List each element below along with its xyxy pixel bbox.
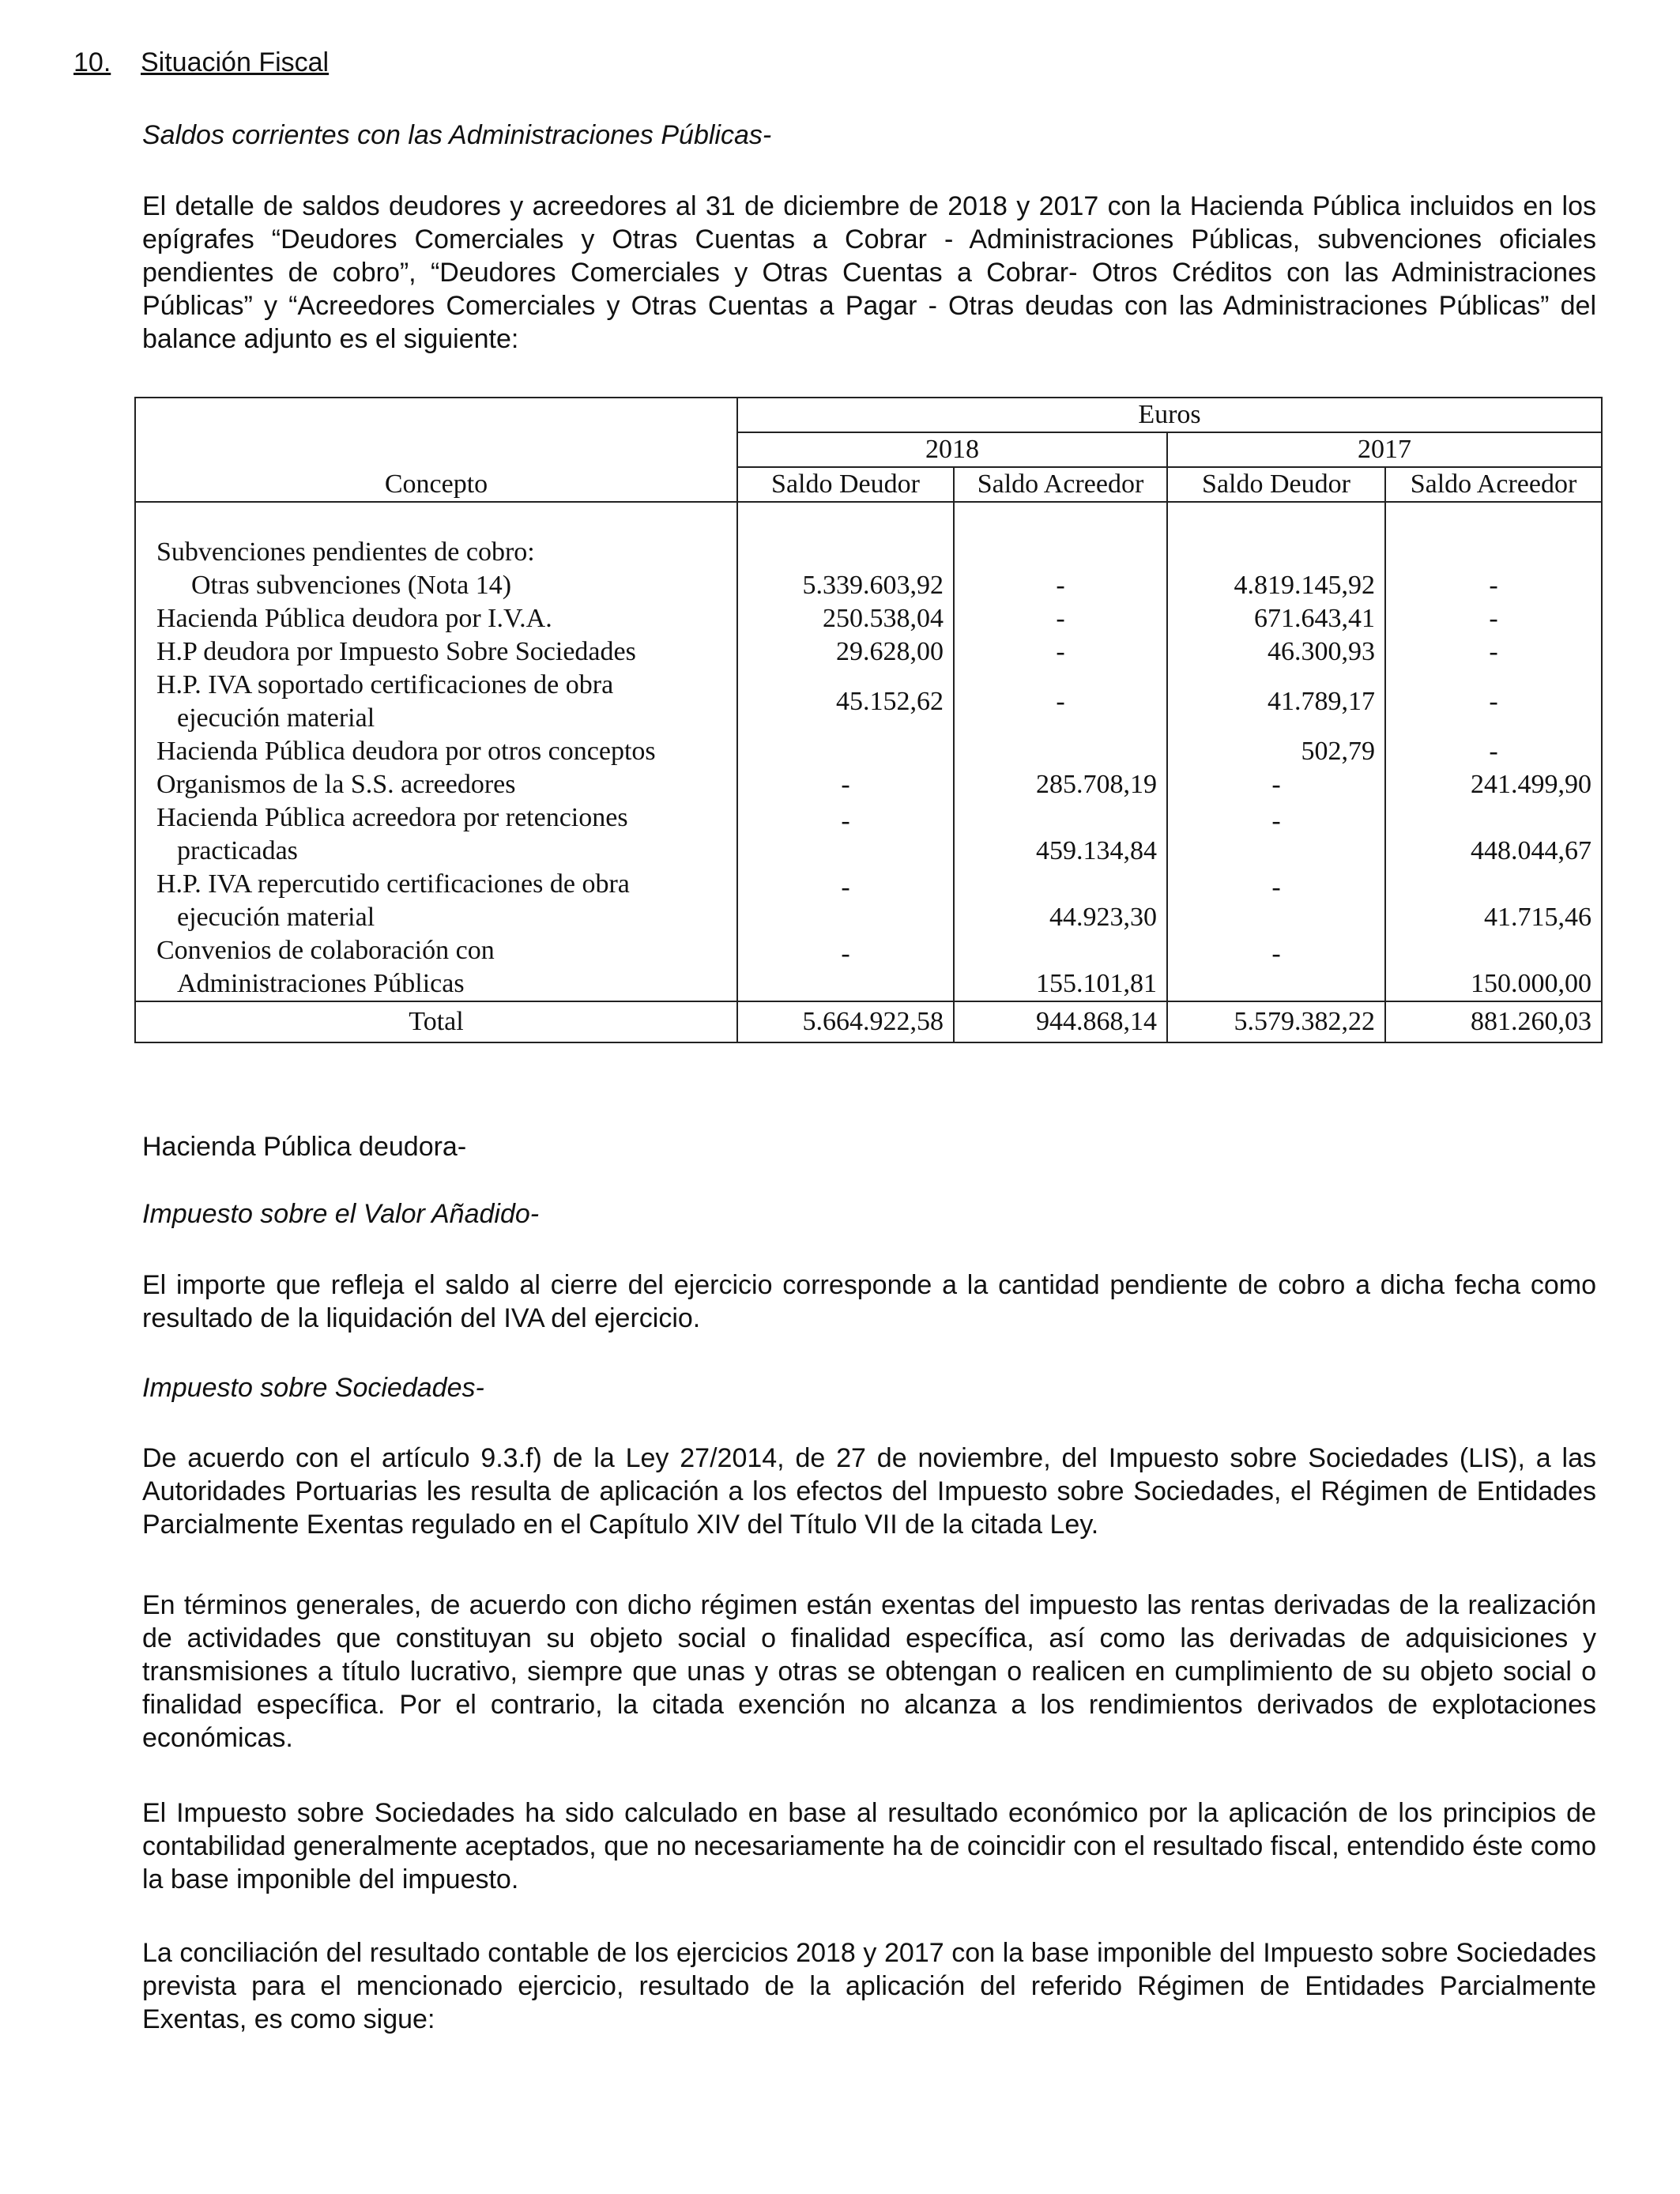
- cell-acreedor-2018: 459.134,84: [954, 801, 1167, 868]
- saldo-acreedor-2017-header: Saldo Acreedor: [1385, 467, 1602, 502]
- total-deudor-2018: 5.664.922,58: [737, 1001, 954, 1042]
- cell-deudor-2017: -: [1167, 801, 1385, 868]
- cell-deudor-2018: -: [737, 768, 954, 801]
- total-label: Total: [135, 1001, 737, 1042]
- row-concept: [135, 669, 737, 735]
- cell-acreedor-2018: -: [954, 569, 1167, 602]
- row-concept-line1: H.P. IVA soportado certificaciones de obra: [156, 670, 614, 699]
- year-2018-header: 2018: [737, 432, 1167, 467]
- saldo-acreedor-2018-header: Saldo Acreedor: [954, 467, 1167, 502]
- table-row: [135, 735, 1602, 768]
- total-row: [135, 1001, 1602, 1042]
- row-concept-line1: Convenios de colaboración con: [156, 936, 495, 965]
- cell-acreedor-2017: 41.715,46: [1385, 868, 1602, 934]
- subtitle-saldos: Saldos corrientes con las Administraciones Públicas-: [142, 120, 772, 150]
- cell-acreedor-2017: -: [1385, 569, 1602, 602]
- cell-acreedor-2017: [1385, 536, 1602, 569]
- cell-acreedor-2017: 241.499,90: [1385, 768, 1602, 801]
- table-row: [135, 801, 1602, 868]
- table-row: [135, 635, 1602, 669]
- concept-header: Concepto: [135, 398, 737, 502]
- table-row: [135, 934, 1602, 1001]
- cell-deudor-2018: 29.628,00: [737, 635, 954, 669]
- cell-deudor-2017: 502,79: [1167, 735, 1385, 768]
- row-concept: Hacienda Pública deudora por otros conceptos: [135, 735, 737, 768]
- cell-acreedor-2017: -: [1385, 635, 1602, 669]
- row-concept: Hacienda Pública deudora por I.V.A.: [135, 602, 737, 635]
- row-concept: H.P deudora por Impuesto Sobre Sociedades: [135, 635, 737, 669]
- row-concept: Subvenciones pendientes de cobro:: [135, 536, 737, 569]
- total-acreedor-2017: 881.260,03: [1385, 1001, 1602, 1042]
- paragraph-iva: El importe que refleja el saldo al cierre del ejercicio corresponde a la cantidad pendiente de cobro a dicha fecha como resultado de la liquidación del IVA del ejercicio.: [142, 1270, 1596, 1333]
- row-concept-line2: Administraciones Públicas: [177, 969, 465, 998]
- heading-hp-deudora: Hacienda Pública deudora-: [142, 1132, 467, 1162]
- paragraph-is-1: De acuerdo con el artículo 9.3.f) de la Ley 27/2014, de 27 de noviembre, del Impuesto sobre Sociedades (LIS), a las Autoridades Portuarias les resulta de aplicación a los efectos del Impuesto sobre Sociedades, el Régimen de Entidades Parcialmente Exentas regulado en el Capítulo XIV del Título VII de la citada Ley.: [142, 1443, 1596, 1540]
- cell-deudor-2018: -: [737, 868, 954, 934]
- cell-acreedor-2018: -: [954, 635, 1167, 669]
- cell-acreedor-2018: -: [954, 602, 1167, 635]
- cell-acreedor-2018: [954, 536, 1167, 569]
- row-concept-line2: ejecución material: [177, 903, 375, 932]
- cell-deudor-2017: 41.789,17: [1167, 669, 1385, 735]
- cell-deudor-2017: -: [1167, 768, 1385, 801]
- cell-acreedor-2017: -: [1385, 735, 1602, 768]
- table-row: [135, 569, 1602, 602]
- section-heading: [73, 46, 548, 79]
- section-number: 10.: [73, 47, 111, 77]
- table-row: [135, 536, 1602, 569]
- cell-acreedor-2017: -: [1385, 669, 1602, 735]
- row-concept-line1: Hacienda Pública acreedora por retenciones: [156, 803, 628, 832]
- cell-deudor-2017: 671.643,41: [1167, 602, 1385, 635]
- year-2017-header: 2017: [1167, 432, 1602, 467]
- cell-acreedor-2018: -: [954, 669, 1167, 735]
- total-acreedor-2018: 944.868,14: [954, 1001, 1167, 1042]
- cell-deudor-2018: [737, 536, 954, 569]
- cell-deudor-2018: -: [737, 801, 954, 868]
- cell-deudor-2018: 5.339.603,92: [737, 569, 954, 602]
- cell-deudor-2017: 4.819.145,92: [1167, 569, 1385, 602]
- cell-deudor-2017: 46.300,93: [1167, 635, 1385, 669]
- fiscal-balance-table: [134, 397, 1603, 1043]
- row-concept-line2: practicadas: [177, 836, 298, 865]
- cell-acreedor-2017: 448.044,67: [1385, 801, 1602, 868]
- subtitle-iva: Impuesto sobre el Valor Añadido-: [142, 1199, 540, 1229]
- section-title: Situación Fiscal: [141, 47, 330, 77]
- table-row: [135, 868, 1602, 934]
- saldo-deudor-2017-header: Saldo Deudor: [1167, 467, 1385, 502]
- row-concept-line2: ejecución material: [177, 703, 375, 733]
- cell-acreedor-2018: 44.923,30: [954, 868, 1167, 934]
- table-row: [135, 669, 1602, 735]
- cell-deudor-2018: 250.538,04: [737, 602, 954, 635]
- total-deudor-2017: 5.579.382,22: [1167, 1001, 1385, 1042]
- cell-deudor-2018: 45.152,62: [737, 669, 954, 735]
- cell-acreedor-2018: 155.101,81: [954, 934, 1167, 1001]
- cell-deudor-2017: -: [1167, 934, 1385, 1001]
- paragraph-is-4: La conciliación del resultado contable de los ejercicios 2018 y 2017 con la base imponible del Impuesto sobre Sociedades prevista para el mencionado ejercicio, resultado de la aplicación del referido Régimen de Entidades Parcialmente Exentas, es como sigue:: [142, 1938, 1596, 2034]
- cell-acreedor-2017: -: [1385, 602, 1602, 635]
- cell-acreedor-2017: 150.000,00: [1385, 934, 1602, 1001]
- row-concept: Otras subvenciones (Nota 14): [135, 569, 737, 602]
- saldo-deudor-2018-header: Saldo Deudor: [737, 467, 954, 502]
- cell-acreedor-2018: [954, 735, 1167, 768]
- fiscal-table-container: [134, 397, 1601, 1050]
- cell-acreedor-2018: 285.708,19: [954, 768, 1167, 801]
- cell-deudor-2018: -: [737, 934, 954, 1001]
- table-row: [135, 768, 1602, 801]
- paragraph-is-3: El Impuesto sobre Sociedades ha sido calculado en base al resultado económico por la aplicación de los principios de contabilidad generalmente aceptados, que no necesariamente ha de coincidir con el resultado fiscal, entendido éste como la base imponible del impuesto.: [142, 1798, 1596, 1894]
- row-concept-line1: H.P. IVA repercutido certificaciones de obra: [156, 869, 630, 899]
- row-concept: [135, 801, 737, 868]
- cell-deudor-2017: -: [1167, 868, 1385, 934]
- cell-deudor-2017: [1167, 536, 1385, 569]
- table-row: [135, 602, 1602, 635]
- subtitle-is: Impuesto sobre Sociedades-: [142, 1373, 484, 1403]
- cell-deudor-2018: [737, 735, 954, 768]
- currency-header: Euros: [737, 398, 1602, 432]
- intro-paragraph: El detalle de saldos deudores y acreedores al 31 de diciembre de 2018 y 2017 con la Hacienda Pública incluidos en los epígrafes “Deudores Comerciales y Otras Cuentas a Cobrar - Administraciones Públicas, subvenciones oficiales pendientes de cobro”, “Deudores Comerciales y Otras Cuentas a Cobrar- Otros Créditos con las Administraciones Públicas” y “Acreedores Comerciales y Otras Cuentas a Pagar - Otras deudas con las Administraciones Públicas” del balance adjunto es el siguiente:: [142, 191, 1596, 354]
- row-concept: [135, 934, 737, 1001]
- table-row: [135, 502, 1602, 536]
- row-concept: [135, 868, 737, 934]
- paragraph-is-2: En términos generales, de acuerdo con dicho régimen están exentas del impuesto las rentas derivadas de la realización de actividades que constituyan su objeto social o finalidad específica, así como las derivadas de adquisiciones y transmisiones a título lucrativo, siempre que unas y otras se obtengan o realicen en cumplimiento de su objeto social o finalidad específica. Por el contrario, la citada exención no alcanza a los rendimientos derivados de explotaciones económicas.: [142, 1590, 1596, 1753]
- row-concept: Organismos de la S.S. acreedores: [135, 768, 737, 801]
